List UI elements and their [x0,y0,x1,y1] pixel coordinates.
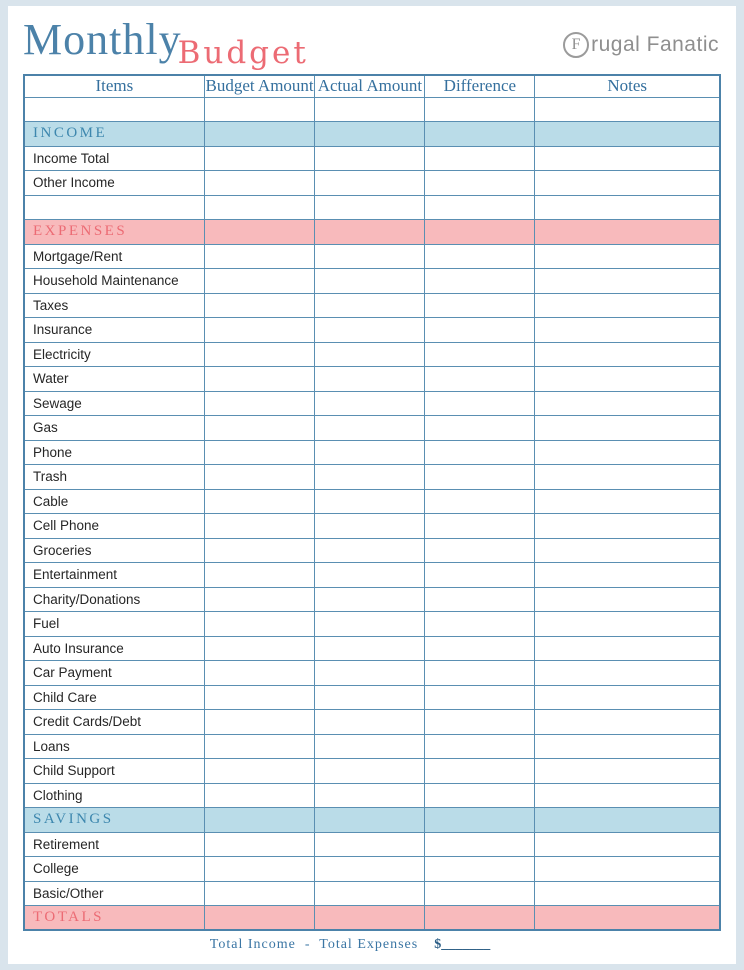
blank-cell [204,269,315,294]
blank-cell [315,489,425,514]
item-label: Electricity [24,342,204,367]
budget-page [8,6,736,964]
blank-cell [315,710,425,735]
blank-cell [204,759,315,784]
item-label: Loans [24,734,204,759]
blank-cell [315,171,425,196]
blank-cell [315,881,425,906]
blank-cell [315,293,425,318]
page-header [23,16,721,74]
blank-cell [204,783,315,808]
blank-cell [204,661,315,686]
item-label: Car Payment [24,661,204,686]
column-header-budget-amount: Budget Amount [205,76,314,96]
table-row [24,146,720,171]
table-row [24,661,720,686]
blank-cell [535,416,720,441]
footer-formula [1,937,699,953]
blank-cell [204,906,315,931]
blank-cell [535,367,720,392]
blank-cell [204,587,315,612]
blank-cell [535,587,720,612]
item-label: Charity/Donations [24,587,204,612]
item-label: Retirement [24,832,204,857]
blank-cell [535,710,720,735]
blank-cell [315,636,425,661]
blank-cell [315,440,425,465]
column-header-actual-amount: Actual Amount [315,75,425,97]
blank-cell [425,171,535,196]
blank-cell [204,440,315,465]
blank-cell [204,97,315,122]
blank-cell [425,563,535,588]
blank-cell [425,440,535,465]
blank-cell [315,857,425,882]
blank-cell [535,636,720,661]
table-row [24,367,720,392]
blank-cell [315,514,425,539]
blank-cell [204,318,315,343]
blank-cell [204,685,315,710]
blank-cell [425,587,535,612]
item-label: Mortgage/Rent [24,244,204,269]
blank-cell [315,220,425,245]
item-label: Cable [24,489,204,514]
blank-cell [425,881,535,906]
blank-cell [204,195,315,220]
table-row [24,293,720,318]
blank-cell [425,342,535,367]
item-label: Credit Cards/Debt [24,710,204,735]
blank-cell [535,612,720,637]
table-row [24,857,720,882]
table-row [24,563,720,588]
blank-cell [535,514,720,539]
blank-cell [315,244,425,269]
blank-cell [204,146,315,171]
footer-amount-blank: $_______ [434,937,491,952]
item-label: Taxes [24,293,204,318]
blank-cell [425,367,535,392]
blank-cell [535,563,720,588]
blank-cell [535,465,720,490]
table-row [24,636,720,661]
blank-cell [315,122,425,147]
item-label: Cell Phone [24,514,204,539]
blank-cell [425,783,535,808]
blank-cell [315,783,425,808]
footer-formula-text: Total Income - Total Expenses [209,937,419,952]
item-label: Household Maintenance [24,269,204,294]
blank-cell [535,881,720,906]
table-head [24,75,720,97]
table-row [24,538,720,563]
blank-cell [425,318,535,343]
blank-cell [535,293,720,318]
blank-cell [204,734,315,759]
item-label: Water [24,367,204,392]
blank-cell [425,244,535,269]
blank-cell [425,636,535,661]
blank-cell [204,489,315,514]
blank-cell [425,195,535,220]
blank-cell [535,244,720,269]
table-row [24,489,720,514]
section-row-income [24,122,720,147]
budget-table [23,74,721,931]
blank-cell [315,832,425,857]
item-label: Gas [24,416,204,441]
blank-cell [315,612,425,637]
table-row [24,734,720,759]
section-label: EXPENSES [24,220,204,245]
item-label: Basic/Other [24,881,204,906]
blank-cell [315,269,425,294]
blank-cell [315,318,425,343]
blank-cell [204,563,315,588]
blank-cell [204,171,315,196]
blank-cell [535,122,720,147]
blank-cell [535,808,720,833]
table-row [24,759,720,784]
table-row [24,710,720,735]
item-label: Child Support [24,759,204,784]
column-header-notes: Notes [535,75,720,97]
empty-cell [24,195,204,220]
blank-cell [535,97,720,122]
blank-cell [425,538,535,563]
logo-text: rugal Fanatic [591,33,719,56]
blank-cell [535,832,720,857]
blank-cell [315,685,425,710]
blank-cell [315,146,425,171]
item-label: Insurance [24,318,204,343]
table-row [24,881,720,906]
blank-cell [204,514,315,539]
column-header-items: Items [24,75,204,97]
blank-cell [204,465,315,490]
blank-cell [535,734,720,759]
table-row [24,465,720,490]
blank-cell [535,220,720,245]
blank-cell [425,832,535,857]
blank-cell [425,734,535,759]
blank-cell [204,342,315,367]
blank-cell [535,685,720,710]
item-label: Auto Insurance [24,636,204,661]
item-label: Phone [24,440,204,465]
table-row [24,685,720,710]
item-label: Groceries [24,538,204,563]
blank-cell [535,857,720,882]
item-label: Fuel [24,612,204,637]
blank-cell [204,710,315,735]
section-label: INCOME [24,122,204,147]
blank-cell [315,587,425,612]
table-row [24,783,720,808]
blank-cell [204,416,315,441]
blank-cell [535,489,720,514]
blank-cell [204,538,315,563]
blank-cell [425,416,535,441]
blank-cell [535,318,720,343]
blank-cell [315,563,425,588]
blank-cell [425,391,535,416]
blank-cell [425,269,535,294]
section-label: TOTALS [24,906,204,931]
blank-cell [425,906,535,931]
section-label: SAVINGS [24,808,204,833]
blank-cell [315,97,425,122]
blank-cell [535,661,720,686]
blank-cell [425,489,535,514]
blank-cell [425,122,535,147]
blank-cell [535,269,720,294]
item-label: Entertainment [24,563,204,588]
blank-cell [535,783,720,808]
table-row [24,587,720,612]
blank-cell [535,538,720,563]
table-row [24,391,720,416]
blank-cell [315,759,425,784]
blank-cell [425,293,535,318]
blank-cell [315,367,425,392]
item-label: College [24,857,204,882]
blank-cell [425,759,535,784]
blank-cell [204,244,315,269]
blank-cell [204,832,315,857]
section-row-expenses [24,220,720,245]
blank-cell [204,881,315,906]
table-row [24,171,720,196]
blank-cell [535,342,720,367]
item-label: Clothing [24,783,204,808]
table-row [24,832,720,857]
blank-cell [204,612,315,637]
item-label: Child Care [24,685,204,710]
blank-cell [315,465,425,490]
blank-cell [425,97,535,122]
blank-cell [315,808,425,833]
blank-cell [204,220,315,245]
empty-row [24,195,720,220]
table-row [24,612,720,637]
blank-cell [425,808,535,833]
blank-cell [315,538,425,563]
blank-cell [315,195,425,220]
table-row [24,416,720,441]
blank-cell [535,195,720,220]
empty-cell [24,97,204,122]
blank-cell [315,416,425,441]
blank-cell [204,636,315,661]
table-row [24,342,720,367]
blank-cell [204,808,315,833]
item-label: Income Total [24,146,204,171]
table-header-row [24,75,720,97]
blank-cell [425,514,535,539]
table-row [24,514,720,539]
table-row [24,318,720,343]
item-label: Trash [24,465,204,490]
blank-cell [315,906,425,931]
blank-cell [425,857,535,882]
blank-cell [535,391,720,416]
item-label: Other Income [24,171,204,196]
empty-row [24,97,720,122]
title-word-budget: Budget [177,35,309,71]
column-header-difference: Difference [425,75,535,97]
blank-cell [425,220,535,245]
blank-cell [204,293,315,318]
logo-f-icon: F [563,32,589,58]
table-body [24,97,720,930]
blank-cell [315,734,425,759]
blank-cell [204,367,315,392]
blank-cell [425,685,535,710]
blank-cell [425,465,535,490]
blank-cell [425,661,535,686]
table-row [24,269,720,294]
table-row [24,244,720,269]
blank-cell [425,612,535,637]
blank-cell [535,759,720,784]
blank-cell [204,122,315,147]
blank-cell [315,661,425,686]
blank-cell [535,171,720,196]
blank-cell [535,146,720,171]
blank-cell [535,440,720,465]
table-row [24,440,720,465]
frugal-fanatic-logo [563,32,719,58]
blank-cell [425,146,535,171]
section-row-totals [24,906,720,931]
blank-cell [425,710,535,735]
title-word-monthly: Monthly [23,15,182,64]
blank-cell [315,391,425,416]
section-row-savings [24,808,720,833]
blank-cell [315,342,425,367]
item-label: Sewage [24,391,204,416]
blank-cell [535,906,720,931]
blank-cell [204,391,315,416]
blank-cell [204,857,315,882]
